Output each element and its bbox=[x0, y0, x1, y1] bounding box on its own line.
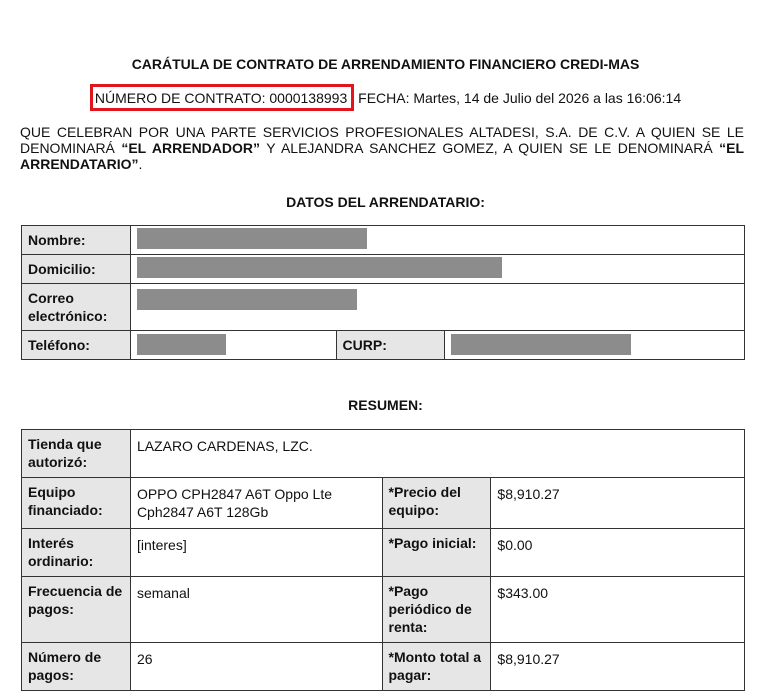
lessee-term: “EL ARRENDATARIO” bbox=[20, 140, 744, 172]
correo-label: Correo electrónico: bbox=[22, 284, 131, 331]
down-payment-label: *Pago inicial: bbox=[382, 529, 491, 577]
lessor-term: “EL ARRENDADOR” bbox=[121, 140, 261, 156]
periodic-payment-label: *Pago periódico de renta: bbox=[382, 577, 491, 643]
frequency-value: semanal bbox=[130, 577, 382, 643]
telefono-label: Teléfono: bbox=[22, 331, 131, 360]
interest-value: [interes] bbox=[130, 529, 382, 577]
interest-label: Interés ordinario: bbox=[22, 529, 131, 577]
total-amount-value: $8,910.27 bbox=[491, 643, 745, 691]
contract-line bbox=[0, 90, 771, 106]
contract-number-highlight: NÚMERO DE CONTRATO: 0000138993 bbox=[90, 84, 354, 111]
correo-value bbox=[130, 284, 744, 331]
equipment-value: OPPO CPH2847 A6T Oppo Lte Cph2847 A6T 128Gb bbox=[130, 478, 382, 529]
nombre-value bbox=[130, 226, 744, 255]
document-title: CARÁTULA DE CONTRATO DE ARRENDAMIENTO FINANCIERO CREDI-MAS bbox=[131, 56, 640, 72]
intro-text-3: . bbox=[138, 156, 143, 172]
lessee-table bbox=[21, 225, 745, 360]
store-value: LAZARO CARDENAS, LZC. bbox=[130, 430, 744, 478]
lessee-section-title: DATOS DEL ARRENDATARIO: bbox=[286, 194, 485, 210]
total-amount-label: *Monto total a pagar: bbox=[382, 643, 491, 691]
contract-date: FECHA: Martes, 14 de Julio del 2026 a las 16:06:14 bbox=[354, 90, 682, 106]
intro-text-2: Y ALEJANDRA SANCHEZ GOMEZ, A QUIEN SE LE DENOMINARÁ bbox=[260, 140, 720, 156]
redacted-domicilio bbox=[137, 257, 502, 278]
periodic-payment-value: $343.00 bbox=[491, 577, 745, 643]
intro-text-1: QUE CELEBRAN POR UNA PARTE SERVICIOS PROFESIONALES ALTADESI, S.A. DE C.V. A QUIEN SE LE DENOMINARÁ bbox=[20, 124, 744, 156]
redacted-telefono bbox=[137, 334, 226, 355]
payment-count-value: 26 bbox=[130, 643, 382, 691]
domicilio-value bbox=[130, 255, 744, 284]
down-payment-value: $0.00 bbox=[491, 529, 745, 577]
curp-label: CURP: bbox=[336, 331, 445, 360]
domicilio-label: Domicilio: bbox=[22, 255, 131, 284]
telefono-value bbox=[130, 331, 336, 360]
nombre-label: Nombre: bbox=[22, 226, 131, 255]
price-value: $8,910.27 bbox=[491, 478, 745, 529]
frequency-label: Frecuencia de pagos: bbox=[22, 577, 131, 643]
intro-paragraph bbox=[20, 124, 744, 172]
curp-value bbox=[445, 331, 745, 360]
redacted-nombre bbox=[137, 228, 367, 249]
redacted-curp bbox=[451, 334, 631, 355]
summary-table bbox=[21, 429, 745, 691]
payment-count-label: Número de pagos: bbox=[22, 643, 131, 691]
summary-section-title: RESUMEN: bbox=[348, 397, 423, 413]
redacted-correo bbox=[137, 289, 357, 310]
store-label: Tienda que autorizó: bbox=[22, 430, 131, 478]
equipment-label: Equipo financiado: bbox=[22, 478, 131, 529]
price-label: *Precio del equipo: bbox=[382, 478, 491, 529]
